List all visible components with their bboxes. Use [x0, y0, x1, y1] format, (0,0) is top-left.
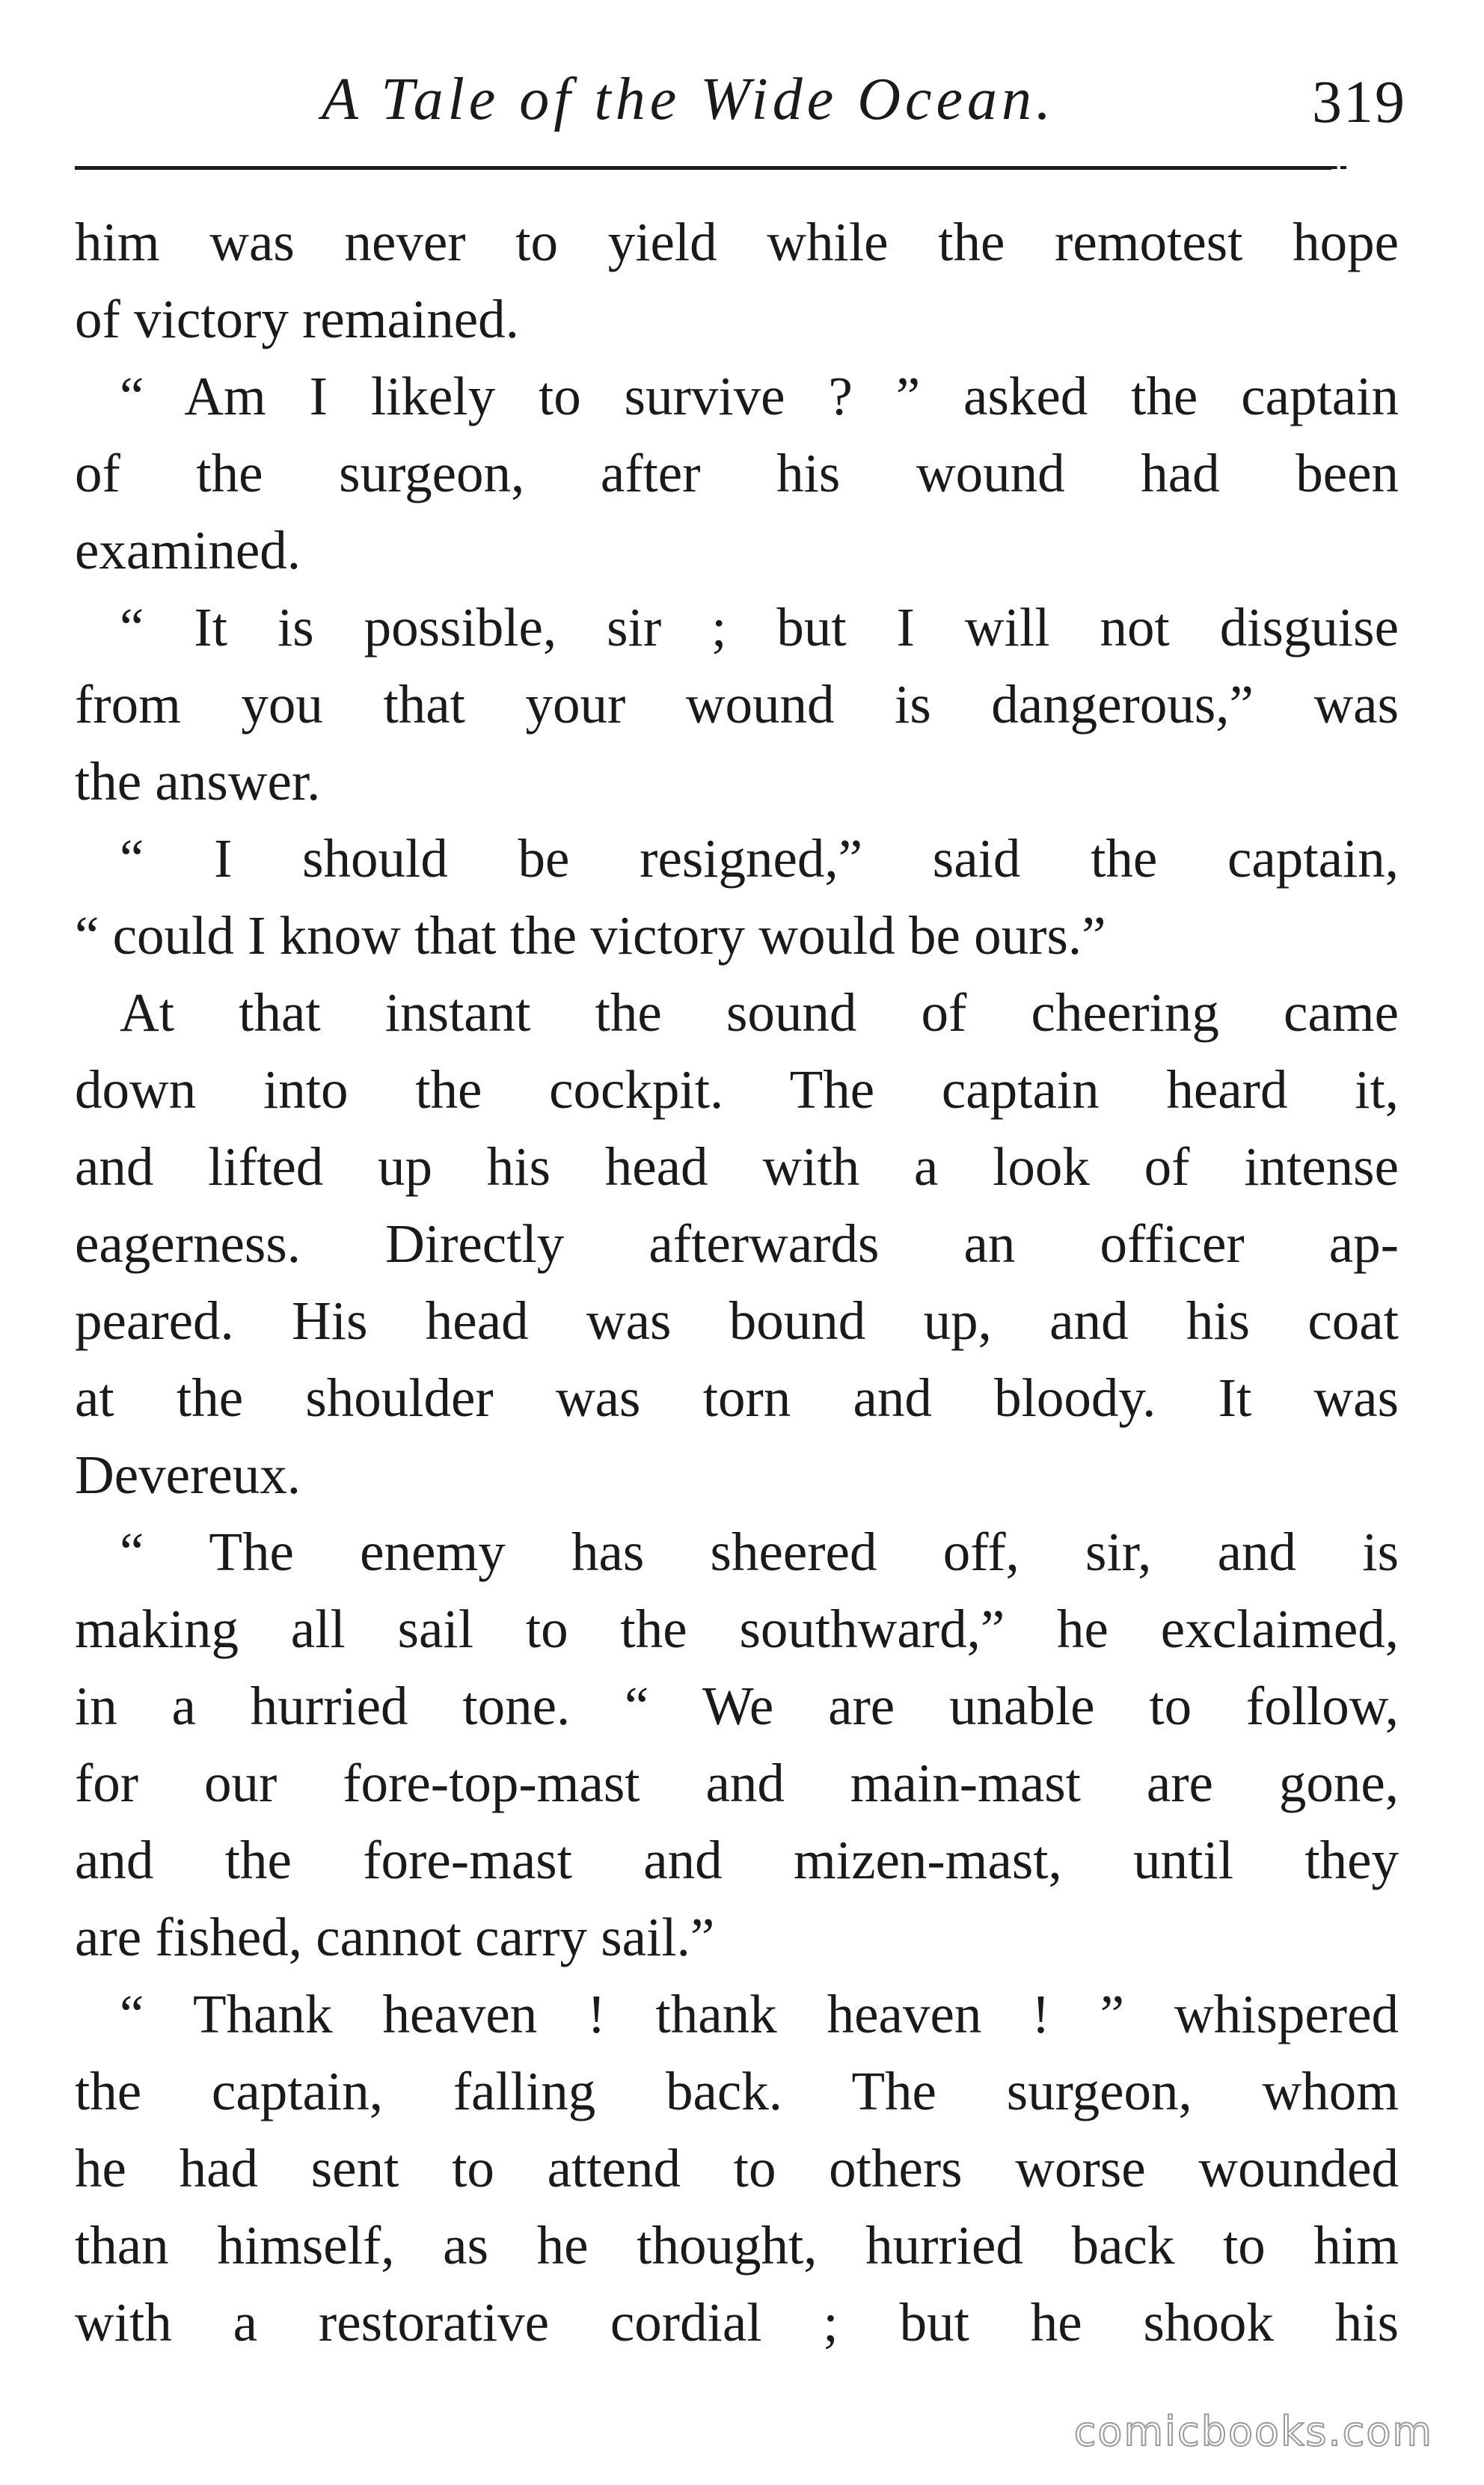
- page-header: [75, 45, 1406, 142]
- text-line: are fished, cannot carry sail.”: [75, 1907, 715, 1967]
- text-line: of the surgeon, after his wound had been: [75, 443, 1399, 503]
- text-line: the answer.: [75, 751, 321, 812]
- text-line: down into the cockpit. The captain heard it,: [75, 1059, 1399, 1120]
- body-text: [75, 203, 1399, 2361]
- header-rule-tail: [1257, 166, 1346, 169]
- text-line: “ The enemy has sheered off, sir, and is: [120, 1522, 1399, 1582]
- text-line: and lifted up his head with a look of intense: [75, 1136, 1399, 1197]
- text-line: making all sail to the southward,” he exclaimed,: [75, 1599, 1399, 1659]
- text-line: At that instant the sound of cheering came: [120, 982, 1399, 1043]
- text-line: “ could I know that the victory would be ours.”: [75, 905, 1106, 966]
- text-line: him was never to yield while the remotest hope: [75, 212, 1399, 272]
- watermark: comicbooks.com: [1073, 2408, 1433, 2455]
- text-line: at the shoulder was torn and bloody. It was: [75, 1367, 1399, 1428]
- text-line: and the fore-mast and mizen-mast, until they: [75, 1830, 1399, 1890]
- text-line: “ Thank heaven ! thank heaven ! ” whispered: [120, 1984, 1399, 2044]
- text-line: Devereux.: [75, 1444, 301, 1505]
- text-line: eagerness. Directly afterwards an officer ap-: [75, 1213, 1399, 1274]
- text-line: from you that your wound is dangerous,” was: [75, 674, 1399, 735]
- text-line: examined.: [75, 520, 301, 580]
- text-line: of victory remained.: [75, 289, 519, 349]
- header-rule: [75, 166, 1331, 170]
- text-line: with a restorative cordial ; but he shook his: [75, 2292, 1399, 2353]
- text-line: he had sent to attend to others worse wounded: [75, 2138, 1399, 2198]
- text-line: “ I should be resigned,” said the captain,: [120, 828, 1399, 889]
- text-line: the captain, falling back. The surgeon, whom: [75, 2061, 1399, 2121]
- text-line: than himself, as he thought, hurried back to him: [75, 2215, 1399, 2276]
- text-line: peared. His head was bound up, and his coat: [75, 1290, 1399, 1351]
- text-line: “ Am I likely to survive ? ” asked the captain: [120, 366, 1399, 426]
- page-number: 319: [1312, 70, 1406, 135]
- text-line: for our fore-top-mast and main-mast are gone,: [75, 1753, 1399, 1813]
- running-title: A Tale of the Wide Ocean.: [322, 67, 1056, 132]
- text-line: “ It is possible, sir ; but I will not disguise: [120, 597, 1399, 658]
- text-line: in a hurried tone. “ We are unable to follow,: [75, 1676, 1399, 1736]
